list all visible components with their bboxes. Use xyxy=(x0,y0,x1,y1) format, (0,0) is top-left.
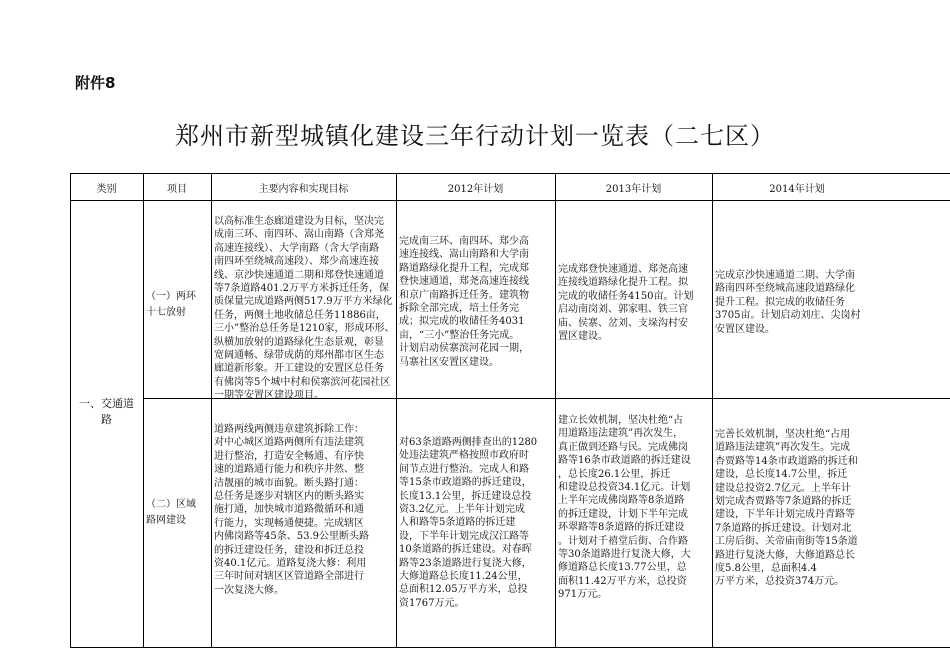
col-divider-2 xyxy=(211,173,212,648)
header-project: 项目 xyxy=(167,184,187,195)
row1-plan-2012: 完成南三环、南四环、郑少高 速连接线、嵩山南路和大学南 路道路绿化提升工程，完成郑 登快速通道，郑尧高速连接线 和京广南路拆迁任务。建筑物 拆除全部完成，培土任务完 成；拟完成的收储任务4031 亩，“三小”整治任务完成。 计划启动侯寨滨河花园一期， 马寨社区安置区建设。 xyxy=(399,236,529,368)
row1-plan-2014: 完成京沙快速通道二期、大学南 路南四环至绕城高速段道路绿化 提升工程。拟完成的收储任务 3705亩。计划启动刘庄、尖岗村 安置区建设。 xyxy=(715,270,861,335)
row2-project: （二）区域 路网建设 xyxy=(146,499,196,526)
header-content: 主要内容和实现目标 xyxy=(258,184,349,195)
header-category: 类别 xyxy=(96,184,117,195)
annex-label: 附件8 xyxy=(75,74,116,92)
col-divider-1 xyxy=(143,173,144,648)
category-cell: 一、交通道 路 xyxy=(79,397,134,426)
row-divider-header xyxy=(70,200,950,201)
row2-plan-2013: 建立长效机制，坚决杜绝“占 用道路违法建筑”再次发生， 真正做到还路与民。完成佛岗 路等16条市政道路的拆迁建设 ，总长度26.1公里，拆迁 和建设总投资34.1亿元。计划 上半年完成佛岗路等8条道路 的拆迁建设，计划下半年完成 环翠路等8条道路的拆迁建设 。计划对千禧堂后街、合作路 等30条道路进行复浇大修，大 修道路总长度13.77公里，总 面积11.42万平方米，总投资 971万元。 xyxy=(558,415,691,601)
row-divider-bottom xyxy=(70,647,950,648)
row2-content: 道路两线两侧违章建筑拆除工作： 对中心城区道路两侧所有违法建筑 进行整治，打造安全畅通、有序快 速的道路通行能力和秩序井然、整 洁靓丽的城市面貌。断头路打通： 总任务是逐步对辖区内的断头路实 施打通，加快城市道路微循环和通 行能力，实现畅通便捷。完成辖区 内佛岗路等45条、53.9公里断头路 的拆迁建设任务，建设和拆迁总投 资40.1亿元。道路复浇大修：利用 三年时间对辖区区管道路全部进行 一次复浇大修。 xyxy=(214,424,369,596)
row2-plan-2012: 对63条道路两侧排查出的1280 处违法建筑严格按照市政府时 间节点进行整治。完成人和路 等15条市政道路的拆迁建设， 长度13.1公里，拆迁建设总投 资3.2亿元。上半年计划完成 人和路等5条道路的拆迁建 设，下半年计划完成汉江路等 10条道路的拆迁建设。对春晖 路等23条道路进行复浇大修， 大修道路总长度11.24公里， 总面积12.05万平方米，总投 资1767万元。 xyxy=(399,437,538,609)
row1-project: （一）两环 十七放射 xyxy=(146,291,196,318)
row1-content: 以高标准生态廊道建设为目标，坚决完 成南三环、南四环、嵩山南路（含郑尧 高速连接线）、大学南路（含大学南路 南四环至绕城高速段）、郑少高速连接 线、京沙快速通道二期和郑登快速通道 等7条道路401.2万平方米拆迁任务，保 质保量完成道路两侧517.9万平方米绿化 任务，两侧土地收储总任务11886亩， 三小”整治总任务是1210家，形成环形、 纵横加放射的道路绿化生态景观，彰显 宽阔通畅、绿带成荫的郑州都市区生态 廊道新形象。开工建设的安置区总任务 有佛岗等5个城中村和侯寨滨河花园社区 一期等安置区建设项目。 xyxy=(214,216,395,402)
page-title: 郑州市新型城镇化建设三年行动计划一览表（二七区） xyxy=(175,122,775,150)
header-plan-2014: 2014年计划 xyxy=(769,184,825,195)
row2-plan-2014: 完善长效机制，坚决杜绝“占用 道路违法建筑”再次发生。完成 杏贾路等14条市政道路的拆迁和 建设，总长度14.7公里，拆迁 建设总投资2.7亿元。上半年计 划完成杏贾路等7条道路的拆迁 建设，下半年计划完成丹青路等 7条道路的拆迁建设。计划对北 工房后街、关帝庙南街等15条道 路进行复浇大修，大修道路总长 度5.8公里，总面积4.4 万平方米，总投资374万元。 xyxy=(715,429,858,588)
header-plan-2012: 2012年计划 xyxy=(447,184,504,195)
header-plan-2013: 2013年计划 xyxy=(605,184,662,195)
row1-plan-2013: 完成郑登快速通道、郑尧高速 连接线道路绿化提升工程。拟 完成的收储任务4150亩。计划 启动南岗刘、郭家咀、铁三官 庙、侯寨、岔刘、支垛沟村安 置区建设。 xyxy=(558,264,694,343)
